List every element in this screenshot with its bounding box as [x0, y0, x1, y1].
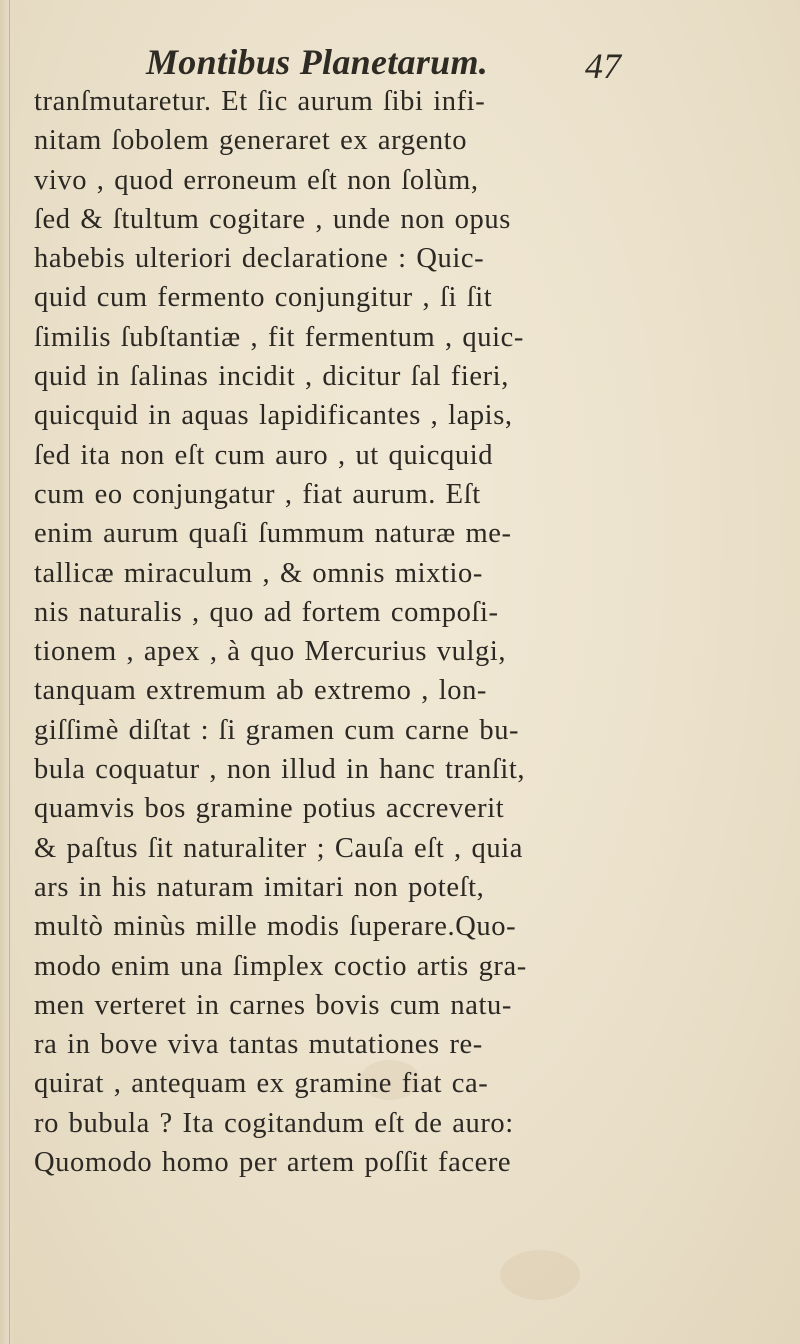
- text-line: quid cum fermento conjungitur , ſi ſit: [34, 282, 493, 314]
- text-line: men verteret in carnes bovis cum natu-: [34, 989, 512, 1021]
- page-gutter-edge: [0, 0, 14, 1344]
- text-line: modo enim una ſimplex coctio artis gra-: [34, 950, 527, 982]
- text-line: vivo , quod erroneum eſt non ſolùm,: [34, 164, 479, 196]
- running-head: Montibus Planetarum.: [146, 42, 489, 82]
- text-line: nitam ſobolem generaret ex argento: [34, 125, 468, 157]
- text-line: nis naturalis , quo ad fortem compoſi-: [34, 596, 499, 628]
- text-line: & paſtus ſit naturaliter ; Cauſa eſt , quia: [34, 832, 523, 864]
- text-line: ra in bove viva tantas mutationes re-: [34, 1029, 483, 1061]
- text-line: ſed ita non eſt cum auro , ut quicquid: [34, 439, 494, 471]
- text-line: ars in his naturam imitari non poteſt,: [34, 871, 485, 903]
- text-line: multò minùs mille modis ſuperare.Quo-: [34, 911, 517, 943]
- text-line: tanquam extremum ab extremo , lon-: [34, 675, 488, 707]
- text-line: tallicæ miraculum , & omnis mixtio-: [34, 557, 483, 589]
- text-line: habebis ulteriori declaratione : Quic-: [34, 243, 485, 275]
- text-line: cum eo conjungatur , fiat aurum. Eſt: [34, 478, 481, 510]
- text-line: quicquid in aquas lapidificantes , lapis,: [34, 400, 513, 432]
- text-line: Quomodo homo per artem poſſit facere: [34, 1147, 512, 1179]
- text-line: quamvis bos gramine potius accreverit: [34, 793, 505, 825]
- body-text: [34, 82, 634, 1182]
- page-number: 47: [585, 46, 621, 86]
- text-line: quid in ſalinas incidit , dicitur ſal fieri,: [34, 361, 509, 393]
- text-line: quirat , antequam ex gramine fiat ca-: [34, 1068, 489, 1100]
- text-line: tionem , apex , à quo Mercurius vulgi,: [34, 636, 507, 668]
- text-line: tranſmutaretur. Et ſic aurum ſibi infi-: [34, 86, 486, 117]
- text-line: giſſimè diſtat : ſi gramen cum carne bu-: [34, 714, 520, 746]
- text-line: ro bubula ? Ita cogitandum eſt de auro:: [34, 1107, 514, 1139]
- text-line: enim aurum quaſi ſummum naturæ me-: [34, 518, 512, 550]
- text-line: ſimilis ſubſtantiæ , fit fermentum , quic-: [34, 321, 524, 353]
- text-line: ſed & ſtultum cogitare , unde non opus: [34, 203, 511, 235]
- gutter-fold-line: [9, 0, 10, 1344]
- text-line: bula coquatur , non illud in hanc tranſit,: [34, 754, 526, 786]
- paper-stain: [500, 1250, 580, 1300]
